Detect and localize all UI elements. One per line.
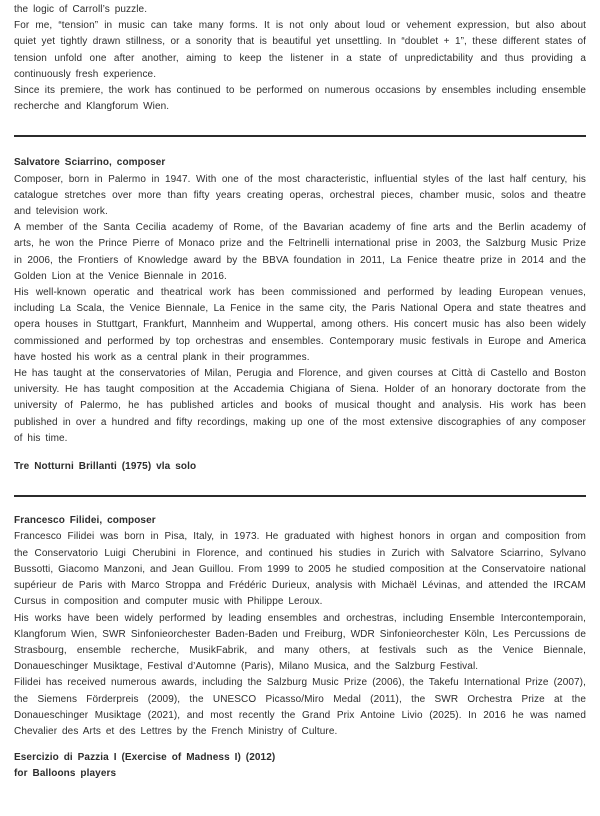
paragraph-sciarrino-teaching: He has taught at the conservatories of Milan, Perugia and Florence, and given courses at Città di Castello and Boston university. He has taught composition at the Accademia Chigiana of Siena. Holder of an honorary doctorate from the university of Palermo, he has published articles and books of musical thought and analysis. His work has been published in over a hundred and fifty recordings, making up one of the most extensive discographies of any composer of his time.: [14, 368, 586, 444]
paragraph-filidei-education: Francesco Filidei was born in Pisa, Italy, in 1973. He graduated with highest honors in organ and composition from the Conservatorio Luigi Cherubini in Florence, and continued his studies in Zurich with Salvatore Sciarrino, Sylvano Bussotti, Giacomo Manzoni, and Jean Guillou. From 1999 to 2005 he studied composition at the Conservatoire national supérieur de Paris with Marco Stroppa and Frédéric Durieux, analysis with Michaël Lévinas, and attended the IRCAM Cursus in composition and computer music with Philippe Leroux.: [14, 531, 586, 608]
section-divider: [14, 495, 586, 497]
section-doublet-program-note: [14, 2, 586, 115]
paragraph-sciarrino-overview: Composer, born in Palermo in 1947. With one of the most characteristic, influential styles of the last half century, his catalogue stretches over more than fifty years creating operas, orchestral pieces, chamber music, solos and theatre and television work.: [14, 173, 586, 218]
paragraph-sciarrino-awards: A member of the Santa Cecilia academy of Rome, of the Bavarian academy of fine arts and the Berlin academy of arts, he won the Prince Pierre of Monaco prize and the Feltrinelli international prise in 2003, the Salzburg Music Prize in 2006, the Frontiers of Knowledge award by the BBVA foundation in 2011, La Fenice theatre prize in 2014 and the Golden Lion at the Venice Biennale in 2016.: [14, 222, 586, 282]
paragraph-filidei-awards: Filidei has received numerous awards, including the Salzburg Music Prize (2006), the Takefu International Prize (2007), the Siemens Förderpreis (2009), the UNESCO Picasso/Miro Medal (2011), the SWR Orchestra Prize at the Donaueschinger Musiktage (2021), and most recently the Grand Prix Antoine Livio (2025). In 2016 he was named Chevalier des Arts et des Lettres by the French Ministry of Culture.: [14, 677, 586, 737]
composer-heading-sciarrino: Salvatore Sciarrino, composer: [14, 157, 166, 169]
paragraph-filidei-performances: His works have been widely performed by leading ensembles and orchestras, including Ensemble Intercontemporain, Klangforum Wien, SWR Sinfonieorchester Baden-Baden und Freiburg, WDR Sinfonieorchester Köln, Les Percussions de Strasbourg, ensemble recherche, MusikFabrik, and many others, at festivals such as the Venice Biennale, Donaueschinger Musiktage, Festival d’Automne (Paris), Milano Musica, and the Salzburg Festival.: [14, 612, 586, 673]
paragraph-tension: For me, “tension” in music can take many forms. It is not only about loud or vehement expression, but also about quiet yet tightly drawn stillness, or a sonority that is beautiful yet unsettling. In “doublet + 1”, these different states of tension unfold one after another, aiming to keep the listener in a state of unpredictability and thus providing a continuously fresh experience.: [14, 20, 586, 80]
paragraph-sciarrino-venues: His well-known operatic and theatrical work has been commissioned and performed by leading European venues, including La Scala, the Venice Biennale, La Fenice in the same city, the Paris National Opera and state theatres and opera houses in Stuttgart, Frankfurt, Mannheim and Wuppertal, among others. His concert music has also been widely commissioned and performed by top orchestras and ensembles. Contemporary music festivals in Europe and America have hosted his work as a central plank in their programmes.: [14, 287, 586, 363]
work-title-tre-notturni: Tre Notturni Brillanti (1975) vla solo: [14, 461, 197, 473]
section-sciarrino-bio: [14, 155, 586, 475]
work-title-esercizio-subtitle: for Balloons players: [14, 768, 117, 780]
section-filidei-bio: [14, 513, 586, 782]
paragraph-continuation: the logic of Carroll’s puzzle.: [14, 4, 148, 15]
composer-heading-filidei: Francesco Filidei, composer: [14, 515, 156, 527]
paragraph-premiere: Since its premiere, the work has continued to be performed on numerous occasions by ensembles including ensemble recherche and Klangforum Wien.: [14, 85, 586, 113]
section-divider: [14, 135, 586, 137]
work-title-esercizio: Esercizio di Pazzia I (Exercise of Madness I) (2012): [14, 752, 276, 764]
